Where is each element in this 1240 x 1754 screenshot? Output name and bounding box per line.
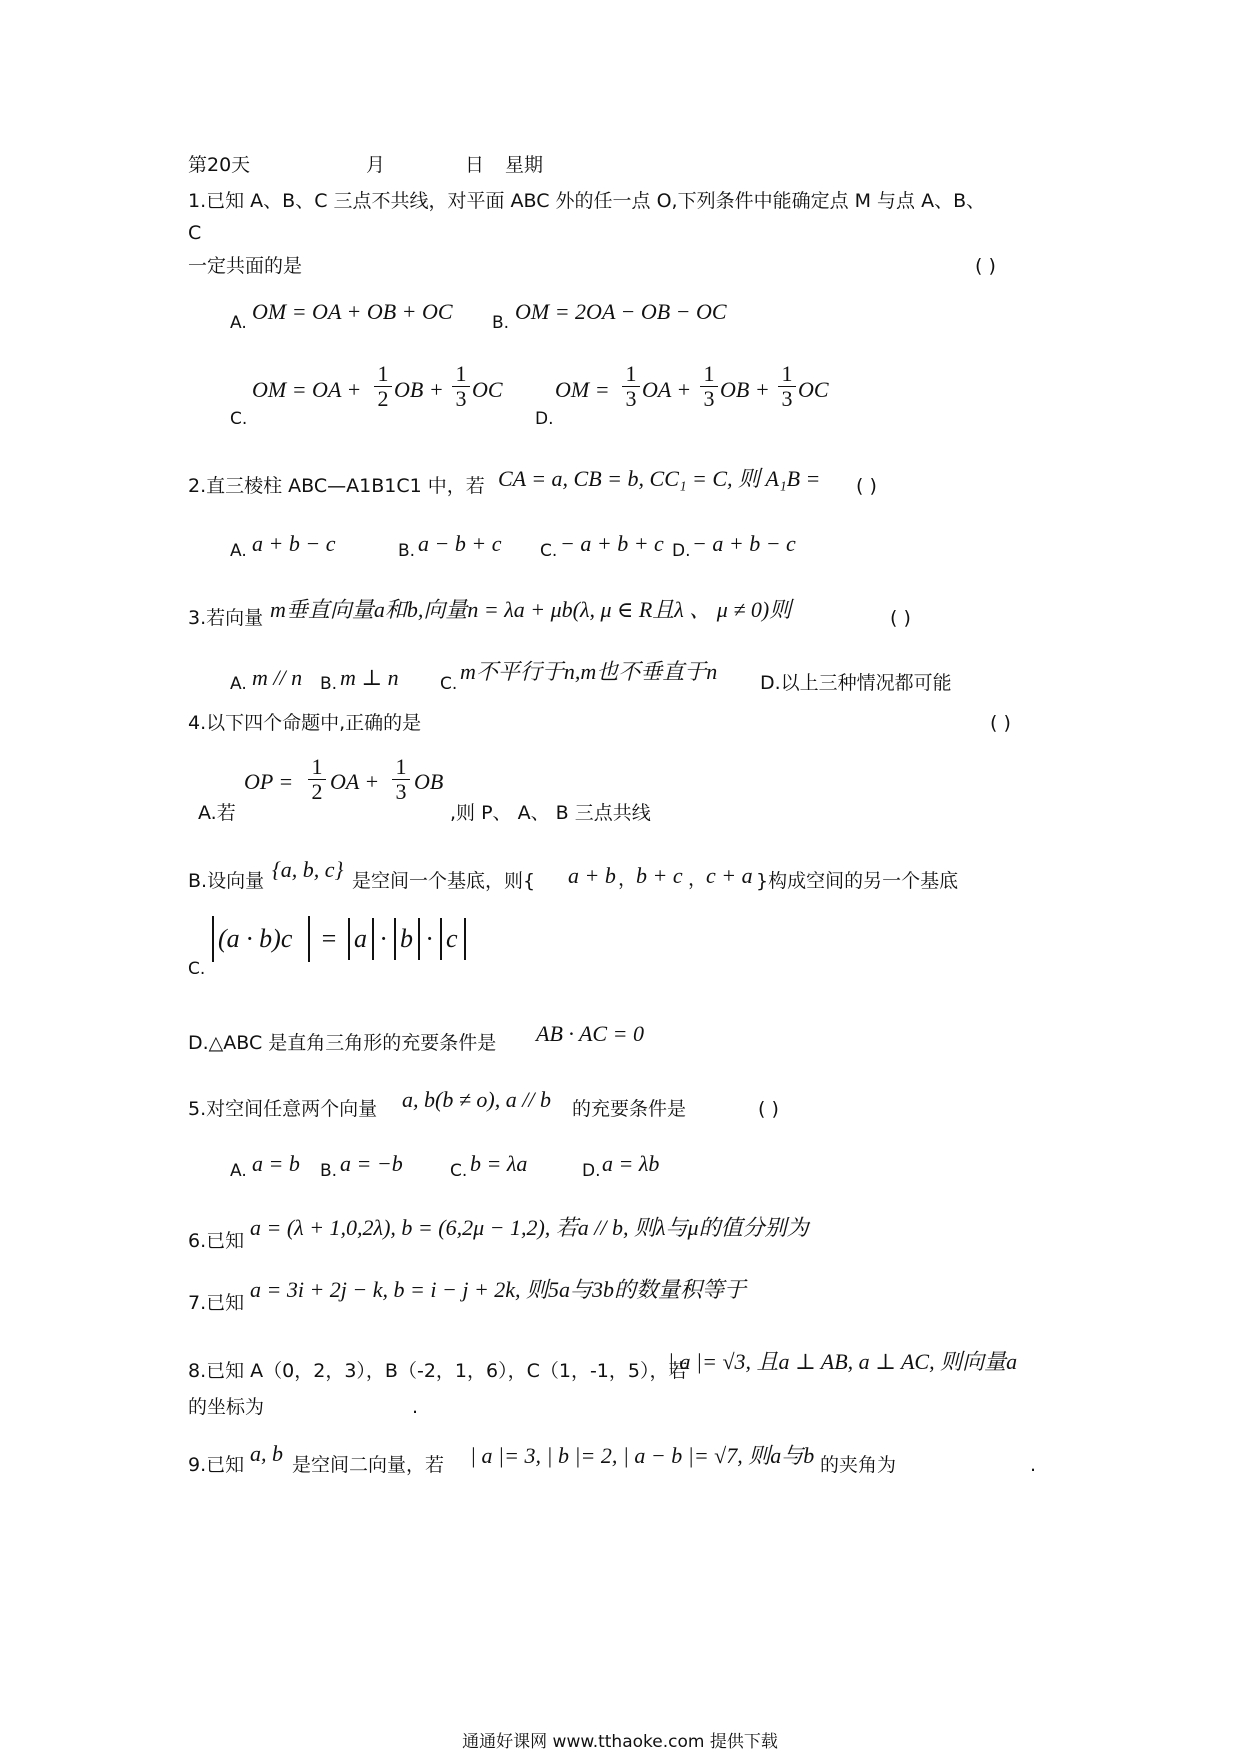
q3-option-b-label: B. [320,674,338,694]
q3-stem-math: m垂直向量a和b,向量n = λa + μb(λ, μ ∈ R且λ 、 μ ≠ 0)则 [270,597,792,622]
q5-option-a: a = b [252,1151,300,1176]
q2-answer-paren: ( ) [856,475,877,497]
q5-option-d-label: D. [582,1161,601,1181]
q1-option-d-frac2: $\frac{1}{3}$ [700,362,718,411]
abs-bar [418,918,420,960]
q2-option-c: − a + b + c [560,531,664,556]
abs-bar [372,918,374,960]
q8-math: | a |= √3, 且a ⊥ AB, a ⊥ AC, 则向量a [668,1349,1018,1374]
q1-stem-line1: 1.已知 A、B、C 三点不共线，对平面 ABC 外的任一点 O,下列条件中能确定点 M 与点 A、B、 [188,190,986,212]
page-footer: 通通好课网 www.tthaoke.com 提供下载 [462,1732,778,1752]
q5-stem-suffix: 的充要条件是 [572,1098,687,1120]
abs-bar [464,918,466,960]
q4-option-d-prefix: D.△ABC 是直角三角形的充要条件是 [188,1032,497,1054]
q9-math2: | a |= 3, | b |= 2, | a − b |= √7, 则a与b [470,1443,815,1468]
q2-option-b: a − b + c [418,531,502,556]
q7-math: a = 3i + 2j − k, b = i − j + 2k, 则5a与3b的数量积等于 [250,1277,747,1302]
q4-option-b-vec1: a + b [568,863,616,888]
q4-option-c-r1: a [354,924,367,953]
q4-option-b-sep1: ， [618,868,638,890]
q4-option-b-mid: 是空间一个基底，则{ [352,870,536,892]
abs-bar [308,916,310,962]
q2-option-b-label: B. [398,541,416,561]
q4-option-c-lhs: (a · b)c [218,924,293,953]
q4-option-a-math2: OA + [330,769,380,794]
q5-stem-math: a, b(b ≠ o), a // b [402,1087,551,1112]
q3-option-a: m // n [252,665,303,690]
q5-option-b: a = −b [340,1151,403,1176]
q9-blank-dot: . [1030,1454,1037,1476]
q3-option-a-label: A. [230,674,247,694]
q4-option-a-frac1: $\frac{1}{2}$ [308,755,326,804]
q1-option-a-label: A. [230,313,247,333]
q4-option-b-basis: {a, b, c} [272,857,344,882]
q4-option-c-r3: c [446,924,458,953]
q4-option-a-math1: OP = [244,769,294,794]
q1-option-a: OM = OA + OB + OC [252,299,453,324]
q4-answer-paren: ( ) [990,712,1011,734]
q9-stem: 9.已知 [188,1454,245,1476]
q4-option-b-vec2: b + c [636,863,683,888]
q2-stem: 2.直三棱柱 ABC—A1B1C1 中，若 [188,475,485,497]
q4-option-c-dot1: · [380,924,387,953]
q3-option-c: m不平行于n,m也不垂直于n [460,659,718,684]
q9-math1: a, b [250,1441,283,1466]
q1-option-d-frac3: $\frac{1}{3}$ [778,362,796,411]
q4-option-b-prefix: B.设向量 [188,870,265,892]
q1-stem-line2: 一定共面的是 [188,255,303,277]
q5-stem: 5.对空间任意两个向量 [188,1098,378,1120]
q6-stem: 6.已知 [188,1230,245,1252]
q1-option-b-label: B. [492,313,510,333]
q4-option-a-frac2: $\frac{1}{3}$ [392,755,410,804]
q3-option-b: m ⊥ n [340,665,399,690]
q1-option-d-label: D. [535,409,554,429]
abs-bar [212,916,214,962]
q3-answer-paren: ( ) [890,607,911,629]
q1-option-d-part2: OA + [642,377,692,402]
q6-math: a = (λ + 1,0,2λ), b = (6,2μ − 1,2), 若a // b, 则λ与μ的值分别为 [250,1215,809,1240]
q1-option-d-part3: OB + [720,377,770,402]
q4-option-c-label: C. [188,959,206,979]
q5-option-c: b = λa [470,1151,528,1176]
weekday-label: 星期 [505,154,544,176]
abs-bar [348,918,350,960]
q4-option-c-equals: = [320,924,338,953]
q1-option-c-label: C. [230,409,248,429]
q2-option-c-label: C. [540,541,558,561]
day-label: 第20天 [188,154,251,176]
q4-option-c-r2: b [400,924,413,953]
q1-stem-line1b: C [188,222,202,244]
q2-stem-math: CA = a, CB = b, CC₁ = C, 则 A₁B = [498,466,821,491]
q1-option-c-frac2: $\frac{1}{3}$ [452,362,470,411]
q1-option-d-frac1: $\frac{1}{3}$ [622,362,640,411]
q4-option-a-math3: OB [414,769,444,794]
q1-option-c-part2: OB + [394,377,444,402]
q2-option-a: a + b − c [252,531,336,556]
q4-option-b-sep2: ， [688,868,708,890]
q9-stem-suffix: 的夹角为 [820,1454,897,1476]
q5-option-c-label: C. [450,1161,468,1181]
date-label: 日 [465,154,485,176]
q1-option-c-frac1: $\frac{1}{2}$ [374,362,392,411]
month-label: 月 [366,154,386,176]
q3-stem: 3.若向量 [188,607,264,629]
q8-stem-line2: 的坐标为 [188,1396,265,1418]
q8-blank-dot: . [412,1396,419,1418]
q1-option-d-part4: OC [798,377,829,402]
q5-answer-paren: ( ) [758,1098,779,1120]
abs-bar [440,918,442,960]
q1-answer-paren: ( ) [975,255,996,277]
q3-option-d: D.以上三种情况都可能 [760,672,952,694]
q2-option-d-label: D. [672,541,691,561]
q4-option-d: AB · AC = 0 [536,1021,644,1046]
q5-option-a-label: A. [230,1161,247,1181]
q1-option-c-part1: OM = OA + [252,377,362,402]
q4-option-c-dot2: · [426,924,433,953]
q1-option-c-part3: OC [472,377,503,402]
q1-option-b: OM = 2OA − OB − OC [515,299,727,324]
q2-option-a-label: A. [230,541,247,561]
q4-option-b-suffix: }构成空间的另一个基底 [756,870,959,892]
q8-stem: 8.已知 A（0，2，3），B（-2，1，6），C（1，-1，5），若 [188,1360,688,1382]
q5-option-d: a = λb [602,1151,660,1176]
q1-option-d-part1: OM = [555,377,610,402]
q2-option-d: − a + b − c [692,531,796,556]
q5-option-b-label: B. [320,1161,338,1181]
q4-stem: 4.以下四个命题中,正确的是 [188,712,422,734]
q4-option-b-vec3: c + a [706,863,753,888]
q3-option-c-label: C. [440,674,458,694]
q4-option-a-label: A.若 [198,802,236,824]
q7-stem: 7.已知 [188,1292,245,1314]
q4-option-a-conclusion: ,则 P、 A、 B 三点共线 [450,802,651,824]
q9-stem-mid: 是空间二向量，若 [292,1454,445,1476]
abs-bar [394,918,396,960]
